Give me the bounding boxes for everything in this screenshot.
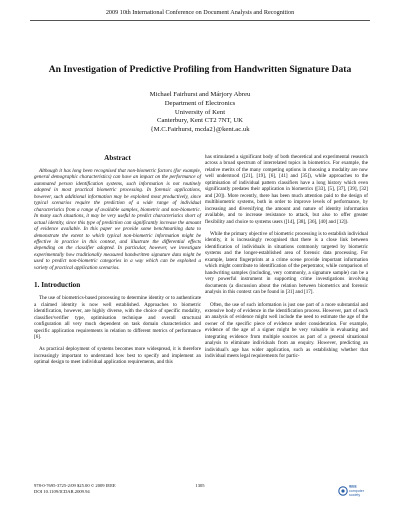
footer-doi: DOI 10.1109/ICDAR.2009.94 [34, 489, 90, 494]
right-column [205, 154, 368, 366]
paper-title: An Investigation of Predictive Profiling from Handwritten Signature Data [48, 64, 352, 75]
author-department: Department of Electronics [164, 99, 236, 107]
header-rule [30, 20, 370, 21]
right-paragraph-2: While the primary objective of biometric processing is to establish individual identity, it is increasingly recognised that there is a close link between identification of individuals in situations commonly targeted by biometric systems and the longer-established area of forensic data processing. For example, latent fingerprints at a crime scene provide important information which might contribute to identification of the perpetrator, while comparison of handwriting samples (including, very commonly, a signature sample) can be a very powerful instrument in supporting crime investigations involving documents (a discussion about the relation between biometrics and forensic analysis in this context can be found in [31] and [17]. [205, 230, 368, 296]
logo-word-computer: computer [349, 489, 364, 493]
author-email: {M.C.Fairhurst, mcda2}@kent.ac.uk [150, 126, 250, 134]
author-block [20, 91, 380, 135]
author-address: Canterbury, Kent CT2 7NT, UK [157, 117, 243, 125]
author-names: Michael Fairhurst and Márjory Abreu [149, 91, 251, 98]
footer-isbn: 978-0-7695-3725-2/09 $25.00 © 2009 IEEE [34, 483, 116, 488]
right-paragraph-3: Often, the use of such information is just one part of a more substantial and extensive body of evidence in the identification process. However, part of such an analysis of evidence might well include the need to estimate the age of the owner of the specific piece of evidence under consideration. For example, evidence of the age of a signer might be very valuable in evaluating and integrating evidence from multiple sources as part of a general situational analysis to eliminate individuals from an enquiry. However, predicting an individual's age has wider application, such as establishing whether that individual meets legal requirements for partic- [205, 301, 368, 360]
logo-word-society: society [349, 493, 361, 498]
intro-paragraph-1: The use of biometrics-based processing to determine identity or to authenticate a claimed identity is now well established. Approaches to biometric identification, however, are highly diverse, with the choice of specific modality, classifier/verifier type, optimisation technique and overall structural configuration all very much dependent on task domain characteristics and specific application requirements in relation to different metrics of performance [6]. [34, 295, 201, 340]
computer-society-logo-icon [338, 482, 370, 500]
abstract-heading: Abstract [104, 154, 131, 162]
intro-paragraph-2: As practical deployment of systems becomes more widespread, it is therefore increasingly important to understand how best to specify and implement an optimal design to meet individual application requirements, and this [34, 346, 201, 366]
author-university: University of Kent [174, 108, 226, 116]
logo-mark: IEEE [349, 484, 357, 489]
left-column [34, 154, 201, 372]
abstract-text: Although it has long been recognised that non-biometric factors (for example, general demographic characteristics) can have an impact on the performance of automated person identification systems, such information is not routinely adopted in most practical biometric processing. In forensic applications, however, such additional information may be exploited most productively, since typical scenarios require the prediction of a wide range of individual characteristics from a range of available samples, biometric and non-biometric. In many such situations, it may be very useful to predict characteristics short of actual identity, since this type of prediction can significantly increase the amount of evidence available. In this paper we provide some benchmarking data to demonstrate the extent to which typical non-biometric information might be effective in practice in this context, and illustrate the differential effects depending on the classifier adopted. In particular, however, we investigate experimentally how traditionally measured handwritten signature data might be used to predict non-biometric categories in a way which can be exploited a variety of practical application scenarios. [34, 168, 201, 271]
conference-header: 2009 10th International Conference on Document Analysis and Recognition [105, 9, 295, 16]
page-number: 1305 [195, 483, 205, 488]
right-paragraph-1: has stimulated a significant body of both theoretical and experimental research across a broad spectrum of interrelated topics in biometrics. For example, the relative merits of the many competing options in choosing a modality are now well understood ([21], [19], [6], [41] and [35]), while approaches to the optimisation of individual pattern classifiers have a long history which even significantly predates their application in biometrics ([33], [5], [37], [39], [32] and [20]). More recently, there has been much attention paid to the design of multibiometric systems, both in order to improve levels of performance, by increasing and diversifying the amount and nature of identity information available, and to increase resistance to attack, but also to offer greater flexibility and choice to systems users ([14], [38], [36], [40] and [12]). [205, 154, 368, 225]
ieee-computer-society-logo [338, 482, 370, 500]
introduction-heading: 1. Introduction [34, 281, 81, 290]
footer-identifiers [34, 483, 116, 495]
